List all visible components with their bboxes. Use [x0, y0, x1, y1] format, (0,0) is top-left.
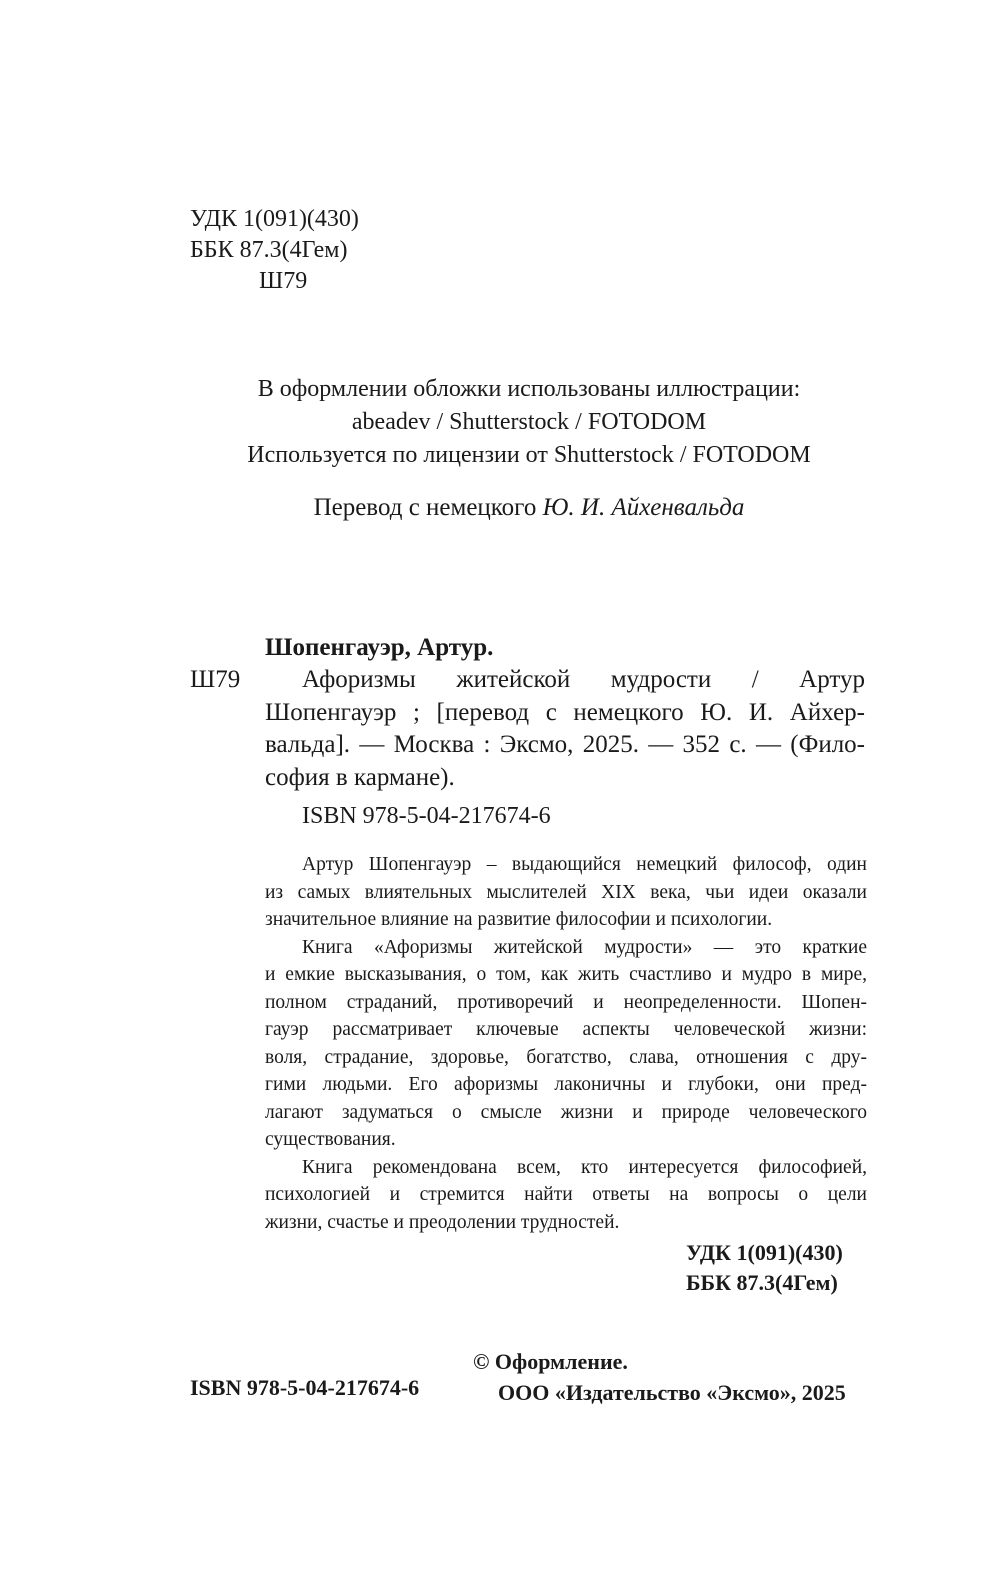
bibliographic-description [265, 664, 865, 794]
biblio-line: Афоризмы житейской мудрости / Артур [302, 666, 865, 693]
translation-credit [0, 494, 1000, 522]
biblio-line: софия в кармане). [265, 763, 455, 791]
udc-code-bottom: УДК 1(091)(430) [686, 1240, 843, 1265]
cutter-code-side: Ш79 [190, 666, 241, 693]
classification-codes-bottom [686, 1238, 843, 1298]
copyright-line-2: ООО «Издательство «Эксмо», 2025 [498, 1380, 846, 1405]
isbn-bottom: ISBN 978-5-04-217674-6 [190, 1375, 420, 1400]
credits-line: Используется по лицензии от Shutterstock / FOTODOM [247, 442, 811, 468]
copyright-line-1: © Оформление. [473, 1349, 628, 1374]
udc-code: УДК 1(091)(430) [190, 206, 359, 232]
cover-credits [0, 373, 1000, 472]
isbn-record: ISBN 978-5-04-217674-6 [302, 803, 551, 829]
annotation-line: Артур Шопенгауэр – выдающийся немецкий философ, один [302, 854, 867, 875]
annotation-line: воля, страдание, здоровье, богатство, слава, отношения с дру- [265, 1046, 867, 1068]
cutter-code: Ш79 [259, 268, 308, 294]
annotation-line: существования. [265, 1129, 396, 1150]
translation-prefix: Перевод с немецкого [313, 494, 543, 521]
copyright-notice [473, 1346, 846, 1408]
annotation-line: из самых влиятельных мыслителей XIX века, чьи идеи оказали [265, 881, 867, 903]
annotation-line: значительное влияние на развитие философии и психологии. [265, 909, 773, 930]
credits-line: abeadev / Shutterstock / FOTODOM [351, 409, 707, 435]
biblio-line: вальда]. — Москва : Эксмо, 2025. — 352 с. — (Фило- [265, 731, 865, 758]
annotation-line: Книга рекомендована всем, кто интересуется философией, [302, 1156, 867, 1178]
annotation [265, 851, 867, 1236]
annotation-line: лагают задуматься о смысле жизни и природе человеческого [265, 1101, 867, 1123]
bbk-code-bottom: ББК 87.3(4Гем) [686, 1270, 838, 1295]
annotation-line: гауэр рассматривает ключевые аспекты человеческой жизни: [265, 1019, 867, 1040]
biblio-line: Шопенгауэр ; [перевод с немецкого Ю. И. Айхер- [265, 698, 865, 726]
annotation-line: Книга «Афоризмы житейской мудрости» — это краткие [302, 936, 867, 958]
bbk-code: ББК 87.3(4Гем) [190, 237, 348, 263]
author-heading: Шопенгауэр, Артур. [265, 634, 494, 661]
annotation-line: полном страданий, противоречий и неопределенности. Шопен- [265, 991, 867, 1013]
annotation-line: психологией и стремится найти ответы на вопросы о цели [265, 1184, 867, 1205]
translator-name: Ю. И. Айхенвальда [542, 494, 745, 521]
annotation-line: и емкие высказывания, о том, как жить счастливо и мудро в мире, [265, 964, 867, 985]
annotation-line: гими людьми. Его афоризмы лаконичны и глубоки, они пред- [265, 1074, 867, 1095]
credits-line: В оформлении обложки использованы иллюстрации: [257, 376, 801, 402]
classification-codes-top [190, 204, 359, 297]
annotation-line: жизни, счастье и преодолении трудностей. [265, 1211, 620, 1233]
